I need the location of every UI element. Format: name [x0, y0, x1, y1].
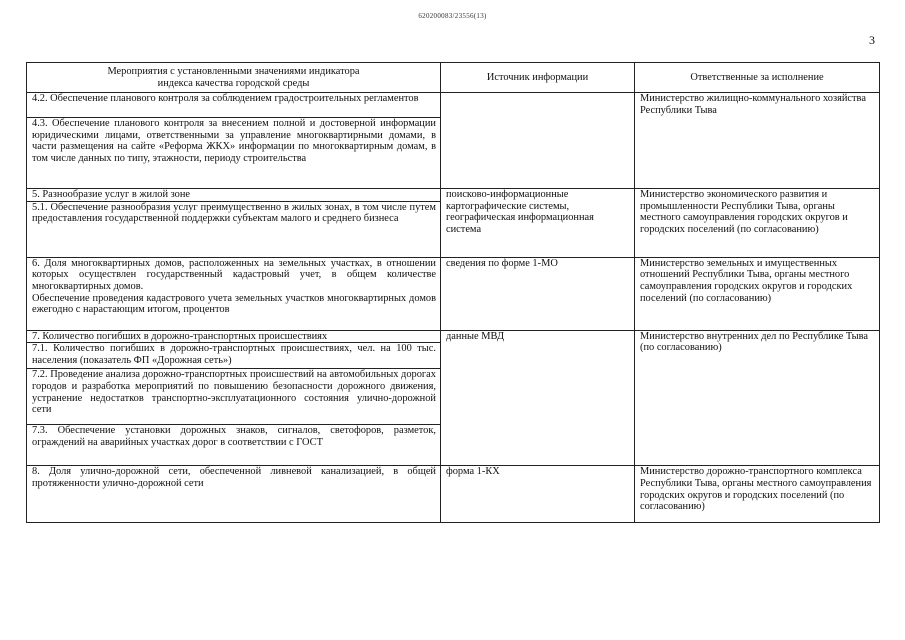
- header-measures-line1: Мероприятия с установленными значениями индикатора: [107, 65, 360, 77]
- table-row: [27, 189, 880, 202]
- measure-cell: 5.1. Обеспечение разнообразия услуг преимущественно в жилых зонах, в том числе путем предоставления государственной поддержки субъектам малого и среднего бизнеса: [27, 201, 441, 257]
- measure-cell: 8. Доля улично-дорожной сети, обеспеченной ливневой канализацией, в общей протяженности улично-дорожной сети: [27, 466, 441, 523]
- table-row: [27, 93, 880, 118]
- header-measures: [27, 63, 441, 93]
- table-row: [27, 466, 880, 523]
- header-source: Источник информации: [441, 63, 635, 93]
- measure-cell: 7.3. Обеспечение установки дорожных знаков, сигналов, светофоров, разметок, ограждений на аварийных участках дорог в соответствии с ГОСТ: [27, 425, 441, 466]
- measure-cell: 5. Разнообразие услуг в жилой зоне: [27, 189, 441, 202]
- measure-cell: 4.3. Обеспечение планового контроля за внесением полной и достоверной информации юридическими лицами, ответственными за управление многоквартирными домами, в части размещения на сайте «Реформа ЖКХ» информации по многоквартирным домам, в том числе данных по типу, этажности, периоду строительства: [27, 118, 441, 189]
- measure-text-part2: Обеспечение проведения кадастрового учета земельных участков многоквартирных домов ежегодно с нарастающим итогом, процентов: [32, 292, 436, 316]
- measures-table: [26, 62, 880, 523]
- document-id: 620200083/23556(13): [418, 12, 487, 20]
- responsible-cell: Министерство земельных и имущественных отношений Республики Тыва, органы местного самоуправления городских округов и городских поселений (по согласованию): [635, 257, 880, 330]
- measure-cell: [27, 257, 441, 330]
- responsible-cell: Министерство экономического развития и промышленности Республики Тыва, органы местного самоуправления городских округов и городских поселений (по согласованию): [635, 189, 880, 258]
- measure-cell: 7.2. Проведение анализа дорожно-транспортных происшествий на автомобильных дорогах городов и разработка мероприятий по повышению безопасности дорожного движения, устранение недостатков транспортно-эксплуатационного состояния улично-дорожной сети: [27, 369, 441, 425]
- header-responsible: Ответственные за исполнение: [635, 63, 880, 93]
- responsible-cell: Министерство внутренних дел по Республике Тыва (по согласованию): [635, 330, 880, 466]
- source-cell: сведения по форме 1-МО: [441, 257, 635, 330]
- measure-text-part1: 6. Доля многоквартирных домов, расположенных на земельных участках, в отношении которых осуществлен государственный кадастровый учет, в общем количестве многоквартирных домов.: [32, 257, 436, 292]
- header-measures-line2: индекса качества городской среды: [157, 77, 310, 89]
- table-row: [27, 257, 880, 330]
- page-number: 3: [869, 33, 875, 47]
- source-cell: форма 1-КХ: [441, 466, 635, 523]
- measure-cell: 4.2. Обеспечение планового контроля за соблюдением градостроительных регламентов: [27, 93, 441, 118]
- responsible-cell: Министерство дорожно-транспортного комплекса Республики Тыва, органы местного самоуправления городских округов и городских поселений (по согласованию): [635, 466, 880, 523]
- measure-cell: 7.1. Количество погибших в дорожно-транспортных происшествиях, чел. на 100 тыс. населения (показатель ФП «Дорожная сеть»): [27, 343, 441, 369]
- source-cell: поисково-информационные картографические системы, географическая информационная система: [441, 189, 635, 258]
- measure-cell: 7. Количество погибших в дорожно-транспортных происшествиях: [27, 330, 441, 343]
- source-cell: [441, 93, 635, 189]
- responsible-cell: Министерство жилищно-коммунального хозяйства Республики Тыва: [635, 93, 880, 189]
- table-row: [27, 330, 880, 343]
- source-cell: данные МВД: [441, 330, 635, 466]
- table-header-row: [27, 63, 880, 93]
